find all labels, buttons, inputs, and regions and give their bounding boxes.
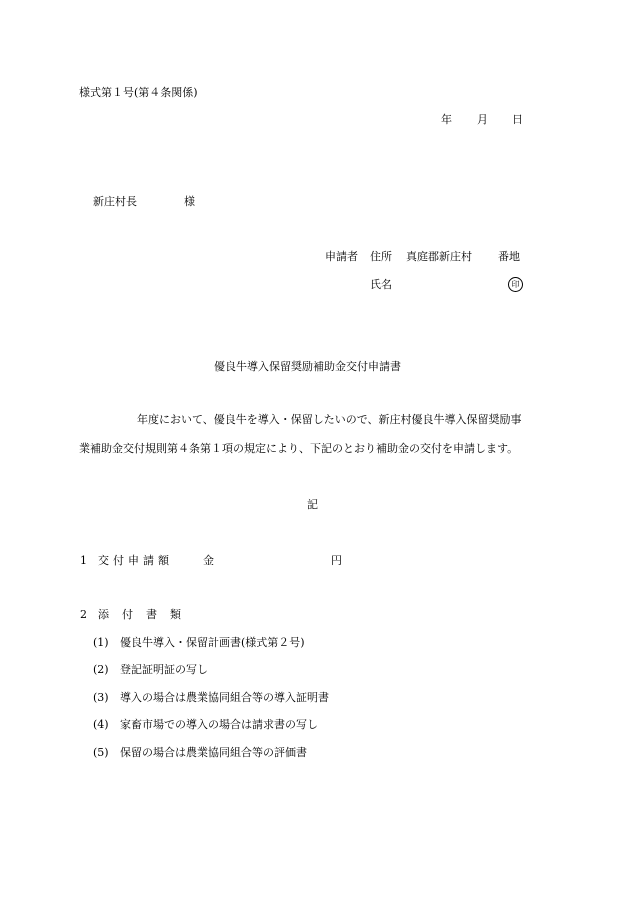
- list-item-text: 優良牛導入・保留計画書(様式第２号): [120, 636, 305, 649]
- list-item-number: (5): [93, 746, 109, 759]
- addressee-honorific: 様: [184, 195, 195, 208]
- seal-mark: 印: [508, 277, 523, 292]
- form-number: 様式第１号(第４条関係): [79, 86, 198, 99]
- body-text-line-2: 業補助金交付規則第４条第１項の規定により、下記のとおり補助金の交付を申請します。: [79, 442, 519, 455]
- date-day-label: 日: [512, 113, 523, 126]
- list-item-text: 保留の場合は農業協同組合等の評価書: [120, 746, 307, 759]
- ki-heading: 記: [307, 498, 318, 511]
- date-year-label: 年: [441, 113, 452, 126]
- name-label: 氏名: [370, 278, 392, 291]
- item1-currency-prefix: 金: [203, 554, 214, 567]
- item1-unit: 円: [331, 554, 342, 567]
- date-month-label: 月: [477, 113, 488, 126]
- addressee-name: 新庄村長: [93, 195, 137, 208]
- item1-number: 1: [80, 554, 87, 567]
- address-value: 真庭郡新庄村: [406, 250, 472, 263]
- list-item-text: 家畜市場での導入の場合は請求書の写し: [120, 718, 318, 731]
- applicant-label: 申請者: [325, 250, 358, 263]
- list-item-number: (1): [93, 636, 109, 649]
- list-item-text: 導入の場合は農業協同組合等の導入証明書: [120, 691, 329, 704]
- body-text-line-1: 年度において、優良牛を導入・保留したいので、新庄村優良牛導入保留奨励事: [137, 413, 522, 426]
- address-label: 住所: [370, 250, 392, 263]
- list-item-number: (2): [93, 663, 109, 676]
- document-title: 優良牛導入保留奨励補助金交付申請書: [214, 360, 401, 373]
- address-suffix: 番地: [498, 250, 520, 263]
- item2-number: 2: [80, 608, 87, 621]
- item1-label: 交付申請額: [98, 554, 173, 567]
- list-item-text: 登記証明証の写し: [120, 663, 208, 676]
- list-item-number: (4): [93, 718, 109, 731]
- list-item-number: (3): [93, 691, 109, 704]
- item2-label: 添付書類: [98, 608, 194, 621]
